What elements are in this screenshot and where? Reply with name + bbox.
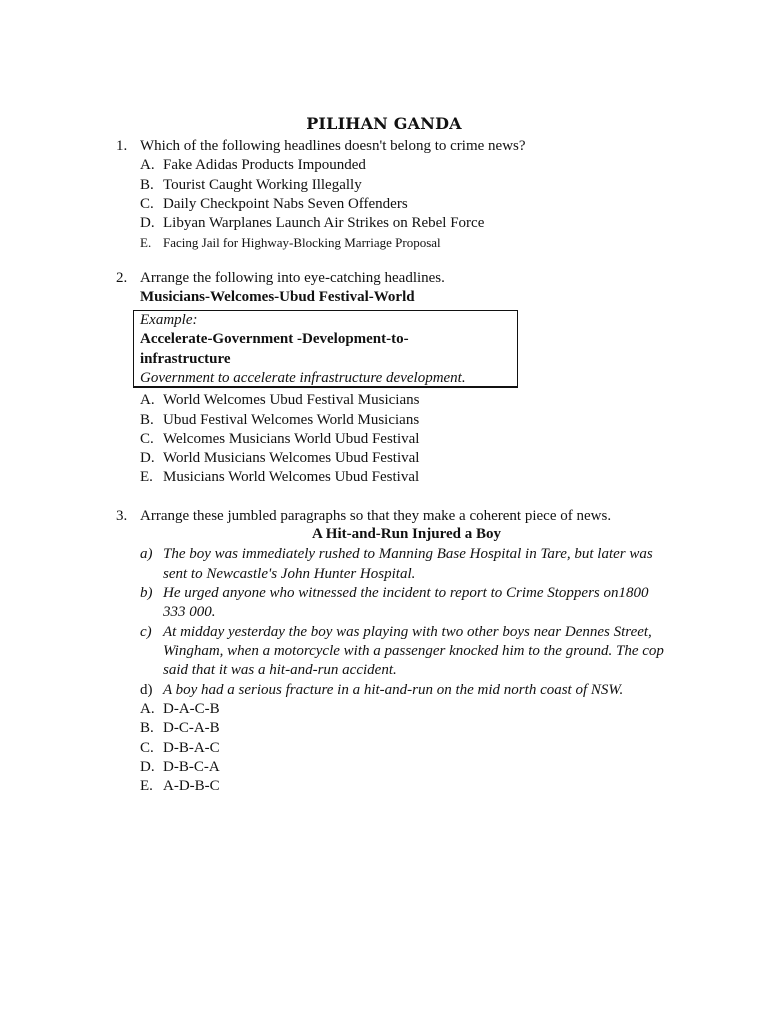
q1-option-a-text[interactable]: Fake Adidas Products Impounded	[163, 157, 366, 173]
q3-option-e-letter[interactable]: E.	[140, 778, 153, 794]
question-3-text: Arrange these jumbled paragraphs so that they make a coherent piece of news.	[140, 508, 612, 524]
q2-option-a-text[interactable]: World Welcomes Ubud Festival Musicians	[163, 392, 420, 408]
paragraph-c-letter: c)	[140, 624, 152, 640]
q3-option-a-text[interactable]: D-A-C-B	[163, 701, 220, 717]
q3-option-e-text[interactable]: A-D-B-C	[163, 778, 220, 794]
q3-option-a-letter[interactable]: A.	[140, 701, 155, 717]
q1-option-e-letter[interactable]: E.	[140, 235, 152, 250]
question-3-number: 3.	[116, 508, 128, 524]
question-2-words: Musicians-Welcomes-Ubud Festival-World	[140, 289, 415, 305]
q1-option-d-text[interactable]: Libyan Warplanes Launch Air Strikes on Rebel Force	[163, 215, 485, 231]
q1-option-a-letter[interactable]: A.	[140, 157, 155, 173]
q2-option-b-letter[interactable]: B.	[140, 412, 154, 428]
example-answer: Government to accelerate infrastructure development.	[140, 370, 466, 386]
q3-option-d-text[interactable]: D-B-C-A	[163, 759, 220, 775]
q2-option-e-letter[interactable]: E.	[140, 469, 153, 485]
q2-option-b-text[interactable]: Ubud Festival Welcomes World Musicians	[163, 412, 420, 428]
paragraph-a-line-1: The boy was immediately rushed to Manning Base Hospital in Tare, but later was	[163, 546, 653, 562]
page-title: PILIHAN GANDA	[306, 114, 462, 133]
example-words-line-1: Accelerate-Government -Development-to-	[140, 331, 409, 347]
q2-option-c-text[interactable]: Welcomes Musicians World Ubud Festival	[163, 431, 420, 447]
q2-option-c-letter[interactable]: C.	[140, 431, 154, 447]
paragraph-a-letter: a)	[140, 546, 153, 562]
paragraph-c-line-2: Wingham, when a motorcycle with a passenger knocked him to the ground. The cop	[163, 643, 664, 659]
paragraph-c-line-1: At midday yesterday the boy was playing with two other boys near Dennes Street,	[163, 624, 652, 640]
question-2-text: Arrange the following into eye-catching headlines.	[140, 270, 445, 286]
q2-option-d-text[interactable]: World Musicians Welcomes Ubud Festival	[163, 450, 420, 466]
q1-option-e-text[interactable]: Facing Jail for Highway-Blocking Marriage Proposal	[163, 235, 441, 250]
paragraph-a-line-2: sent to Newcastle's John Hunter Hospital.	[163, 566, 416, 582]
paragraph-c-line-3: said that it was a hit-and-run accident.	[163, 662, 397, 678]
q2-option-a-letter[interactable]: A.	[140, 392, 155, 408]
q3-option-b-letter[interactable]: B.	[140, 720, 154, 736]
q2-option-d-letter[interactable]: D.	[140, 450, 155, 466]
question-1-number: 1.	[116, 138, 128, 154]
q3-option-d-letter[interactable]: D.	[140, 759, 155, 775]
example-words-line-2: infrastructure	[140, 351, 231, 367]
q1-option-c-text[interactable]: Daily Checkpoint Nabs Seven Offenders	[163, 196, 408, 212]
paragraph-b-line-1: He urged anyone who witnessed the incident to report to Crime Stoppers on1800	[163, 585, 649, 601]
paragraph-b-line-2: 333 000.	[163, 604, 216, 620]
q3-option-c-letter[interactable]: C.	[140, 740, 154, 756]
q1-option-b-text[interactable]: Tourist Caught Working Illegally	[163, 177, 362, 193]
paragraph-d-letter: d)	[140, 682, 153, 698]
q1-option-c-letter[interactable]: C.	[140, 196, 154, 212]
q2-option-e-text[interactable]: Musicians World Welcomes Ubud Festival	[163, 469, 420, 485]
paragraph-b-letter: b)	[140, 585, 153, 601]
question-2-number: 2.	[116, 270, 128, 286]
paragraph-d-line-1: A boy had a serious fracture in a hit-and-run on the mid north coast of NSW.	[163, 682, 624, 698]
q3-option-b-text[interactable]: D-C-A-B	[163, 720, 220, 736]
example-label: Example:	[140, 312, 198, 328]
question-1-text: Which of the following headlines doesn't belong to crime news?	[140, 138, 526, 154]
news-title: A Hit-and-Run Injured a Boy	[312, 526, 501, 542]
q1-option-d-letter[interactable]: D.	[140, 215, 155, 231]
q3-option-c-text[interactable]: D-B-A-C	[163, 740, 220, 756]
q1-option-b-letter[interactable]: B.	[140, 177, 154, 193]
